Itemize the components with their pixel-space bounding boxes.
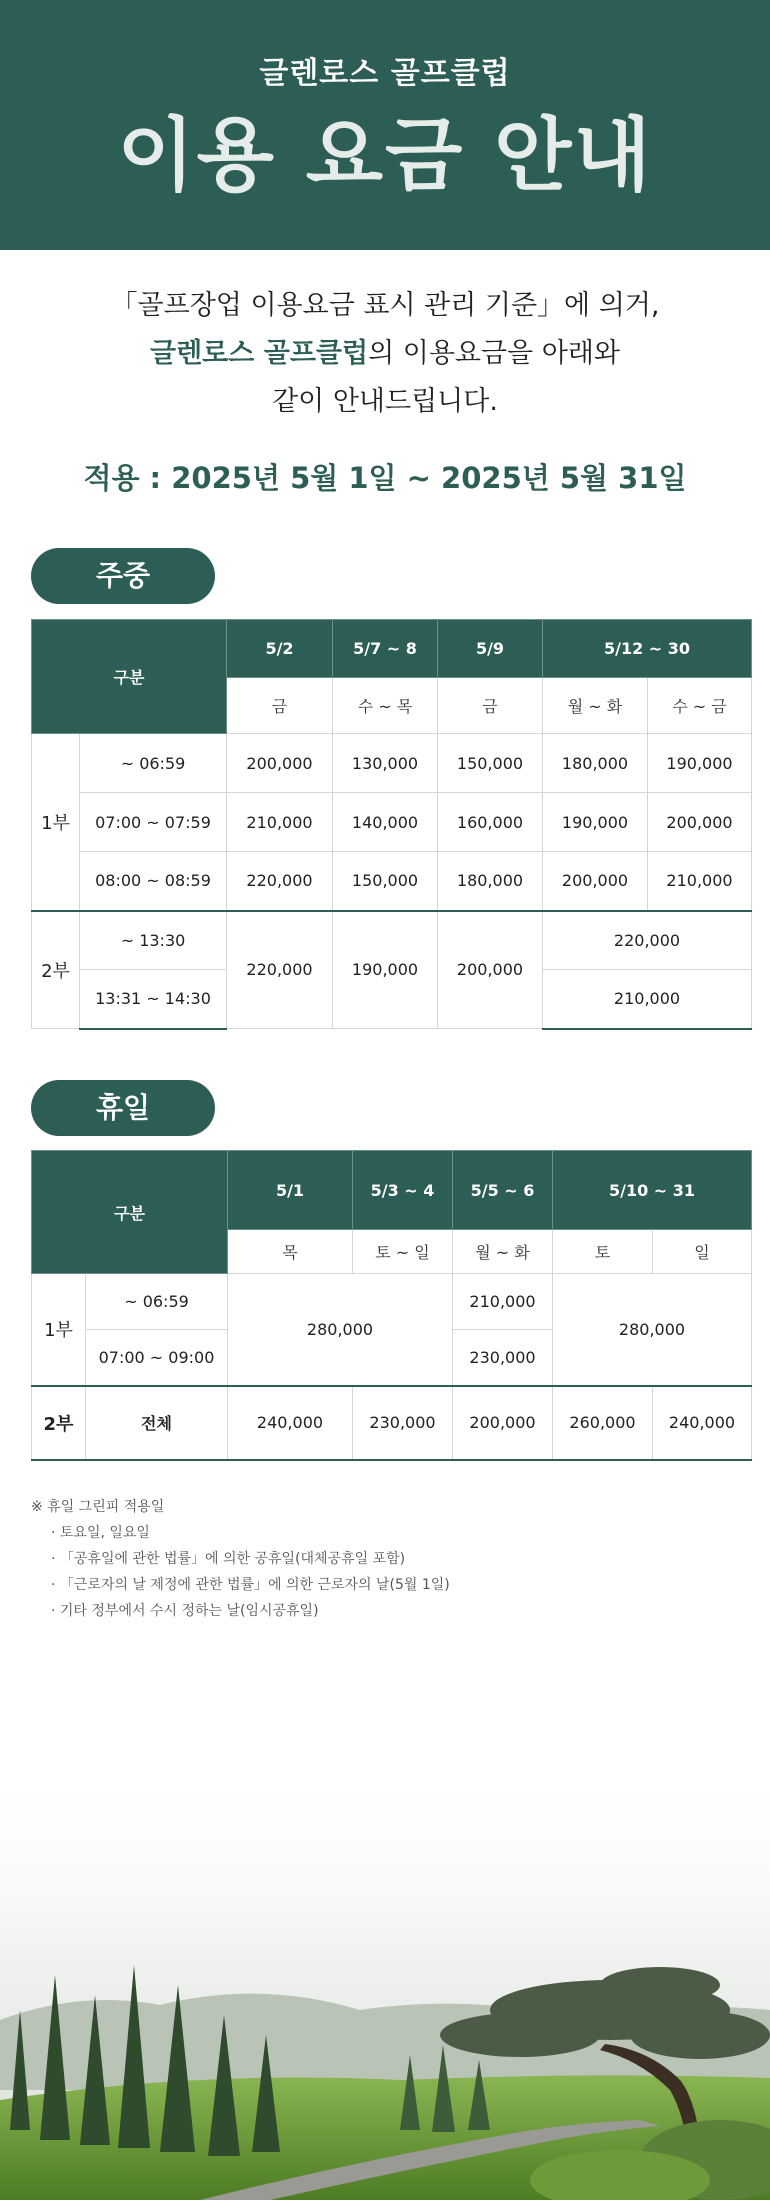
intro-line-2 [0, 330, 770, 378]
intro-text [0, 282, 770, 426]
price-cell: 220,000 [543, 911, 752, 970]
date-header: 5/10 ~ 31 [553, 1151, 752, 1230]
holiday-rate-table [31, 1150, 752, 1461]
price-cell: 240,000 [653, 1386, 752, 1460]
price-cell: 150,000 [333, 852, 438, 911]
part-label: 1부 [32, 1274, 86, 1386]
weekday-section-label: 주중 [31, 548, 215, 604]
holiday-notes [31, 1494, 450, 1624]
price-cell: 190,000 [543, 793, 648, 852]
price-cell: 220,000 [227, 911, 333, 1029]
price-cell: 180,000 [543, 734, 648, 793]
price-cell: 230,000 [453, 1330, 553, 1386]
date-header: 5/12 ~ 30 [543, 620, 752, 678]
club-name: 글렌로스 골프클럽 [259, 56, 511, 91]
note-item: · 토요일, 일요일 [51, 1525, 150, 1541]
day-header: 금 [227, 678, 333, 734]
intro-line-3: 같이 안내드립니다. [272, 386, 498, 417]
category-header: 구분 [32, 620, 227, 734]
price-cell: 280,000 [228, 1274, 453, 1386]
price-cell: 200,000 [648, 793, 752, 852]
weekday-rate-table [31, 619, 752, 1030]
price-cell: 190,000 [648, 734, 752, 793]
price-cell: 200,000 [453, 1386, 553, 1460]
price-cell: 210,000 [227, 793, 333, 852]
price-cell: 190,000 [333, 911, 438, 1029]
day-header: 금 [438, 678, 543, 734]
day-header: 일 [653, 1230, 752, 1274]
intro-line-1: 「골프장업 이용요금 표시 관리 기준」에 의거, [110, 290, 660, 321]
part-label: 1부 [32, 734, 80, 911]
note-item: · 기타 정부에서 수시 정하는 날(임시공휴일) [51, 1603, 319, 1619]
golf-course-image [0, 1760, 770, 2200]
day-header: 토 [553, 1230, 653, 1274]
day-header: 수 ~ 목 [333, 678, 438, 734]
day-header: 월 ~ 화 [543, 678, 648, 734]
tee-time: 07:00 ~ 09:00 [86, 1330, 228, 1386]
tee-time: 08:00 ~ 08:59 [80, 852, 227, 911]
date-header: 5/2 [227, 620, 333, 678]
page-title: 이용 요금 안내 [117, 109, 653, 202]
notes-title: ※ 휴일 그린피 적용일 [31, 1499, 165, 1515]
tee-time: 13:31 ~ 14:30 [80, 970, 227, 1029]
club-name-accent: 글렌로스 골프클럽 [150, 338, 369, 369]
day-header: 목 [228, 1230, 353, 1274]
date-header: 5/1 [228, 1151, 353, 1230]
day-header: 수 ~ 금 [648, 678, 752, 734]
date-header: 5/5 ~ 6 [453, 1151, 553, 1230]
price-cell: 200,000 [438, 911, 543, 1029]
application-period: 적용 : 2025년 5월 1일 ~ 2025년 5월 31일 [83, 461, 687, 495]
intro-line-2-rest: 의 이용요금을 아래와 [368, 338, 620, 369]
day-header: 토 ~ 일 [353, 1230, 453, 1274]
tee-time: ~ 06:59 [80, 734, 227, 793]
price-cell: 210,000 [453, 1274, 553, 1330]
price-cell: 260,000 [553, 1386, 653, 1460]
category-header: 구분 [32, 1151, 228, 1274]
tee-time: 07:00 ~ 07:59 [80, 793, 227, 852]
date-header: 5/9 [438, 620, 543, 678]
date-header: 5/3 ~ 4 [353, 1151, 453, 1230]
price-cell: 230,000 [353, 1386, 453, 1460]
tee-time: ~ 13:30 [80, 911, 227, 970]
price-cell: 210,000 [648, 852, 752, 911]
note-item: · 「근로자의 날 제정에 관한 법률」에 의한 근로자의 날(5월 1일) [51, 1577, 450, 1593]
tee-time: ~ 06:59 [86, 1274, 228, 1330]
price-cell: 220,000 [227, 852, 333, 911]
price-cell: 150,000 [438, 734, 543, 793]
price-cell: 240,000 [228, 1386, 353, 1460]
day-header: 월 ~ 화 [453, 1230, 553, 1274]
price-cell: 280,000 [553, 1274, 752, 1386]
header-banner [0, 0, 770, 250]
golf-course-scenery [0, 1760, 770, 2200]
note-item: · 「공휴일에 관한 법률」에 의한 공휴일(대체공휴일 포함) [51, 1551, 406, 1567]
price-cell: 180,000 [438, 852, 543, 911]
price-cell: 160,000 [438, 793, 543, 852]
price-cell: 210,000 [543, 970, 752, 1029]
tee-time: 전체 [86, 1386, 228, 1460]
price-cell: 200,000 [227, 734, 333, 793]
holiday-section-label: 휴일 [31, 1080, 215, 1136]
price-cell: 200,000 [543, 852, 648, 911]
price-cell: 130,000 [333, 734, 438, 793]
part-label: 2부 [32, 911, 80, 1029]
date-header: 5/7 ~ 8 [333, 620, 438, 678]
price-cell: 140,000 [333, 793, 438, 852]
part-label: 2부 [32, 1386, 86, 1460]
